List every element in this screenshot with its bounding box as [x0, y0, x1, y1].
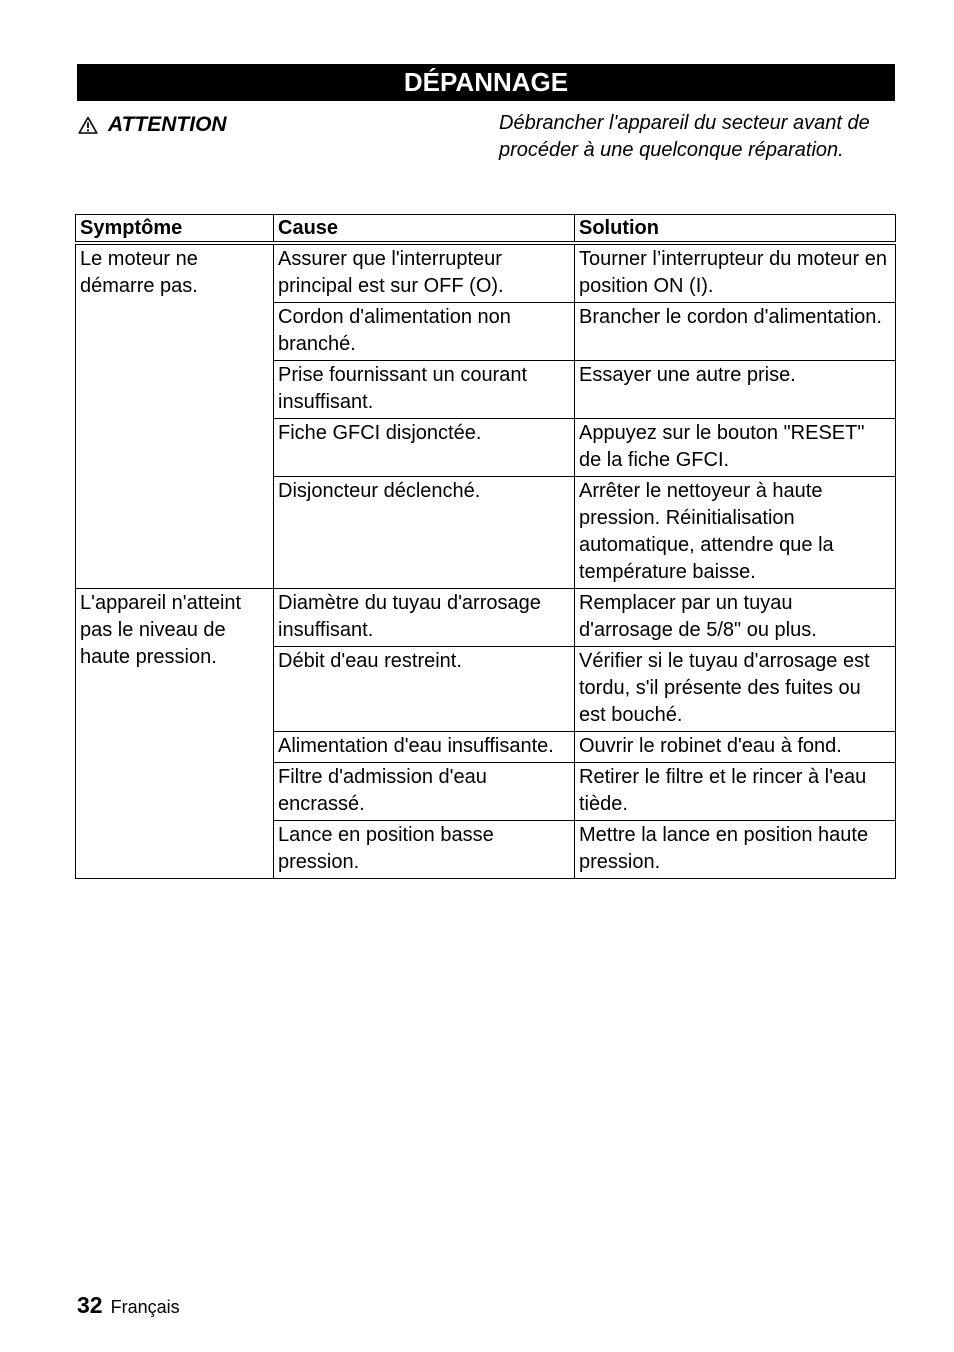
cause-cell: Lance en position basse pression.	[274, 821, 575, 879]
solution-cell: Essayer une autre prise.	[575, 361, 896, 419]
cause-cell: Disjoncteur déclenché.	[274, 477, 575, 589]
table-row	[76, 243, 896, 303]
solution-cell: Tourner l’interrupteur du moteur en position ON (I).	[575, 243, 896, 303]
page-footer	[77, 1292, 180, 1319]
cause-cell: Cordon d'alimentation non branché.	[274, 303, 575, 361]
cause-cell: Filtre d'admission d'eau encrassé.	[274, 763, 575, 821]
header-symptom: Symptôme	[76, 215, 274, 244]
symptom-cell: L'appareil n'atteint pas le niveau de haute pression.	[76, 589, 274, 879]
solution-cell: Vérifier si le tuyau d'arrosage est tordu, s'il présente des fuites ou est bouché.	[575, 647, 896, 732]
attention-text: Débrancher l'appareil du secteur avant de procéder à une quelconque réparation.	[499, 112, 870, 161]
solution-cell: Ouvrir le robinet d'eau à fond.	[575, 732, 896, 763]
cause-cell: Diamètre du tuyau d'arrosage insuffisant.	[274, 589, 575, 647]
solution-cell: Remplacer par un tuyau d'arrosage de 5/8" ou plus.	[575, 589, 896, 647]
symptom-cell: Le moteur ne démarre pas.	[76, 243, 274, 589]
language-label: Français	[110, 1297, 180, 1317]
attention-label: ATTENTION	[108, 113, 227, 136]
header-cause: Cause	[274, 215, 575, 244]
attention-heading	[78, 113, 227, 137]
solution-cell: Retirer le filtre et le rincer à l'eau tiède.	[575, 763, 896, 821]
header-solution: Solution	[575, 215, 896, 244]
table-header-row	[76, 215, 896, 244]
troubleshooting-table	[75, 214, 896, 879]
cause-cell: Débit d'eau restreint.	[274, 647, 575, 732]
solution-cell: Brancher le cordon d'alimentation.	[575, 303, 896, 361]
solution-cell: Mettre la lance en position haute pression.	[575, 821, 896, 879]
table-row	[76, 589, 896, 647]
solution-cell: Appuyez sur le bouton "RESET" de la fiche GFCI.	[575, 419, 896, 477]
cause-cell: Assurer que l'interrupteur principal est sur OFF (O).	[274, 243, 575, 303]
warning-triangle-icon	[78, 116, 98, 134]
page-title: DÉPANNAGE	[77, 64, 895, 101]
solution-cell: Arrêter le nettoyeur à haute pression. Réinitialisation automatique, attendre que la température baisse.	[575, 477, 896, 589]
cause-cell: Prise fournissant un courant insuffisant.	[274, 361, 575, 419]
cause-cell: Alimentation d'eau insuffisante.	[274, 732, 575, 763]
cause-cell: Fiche GFCI disjonctée.	[274, 419, 575, 477]
page-number: 32	[77, 1292, 103, 1318]
